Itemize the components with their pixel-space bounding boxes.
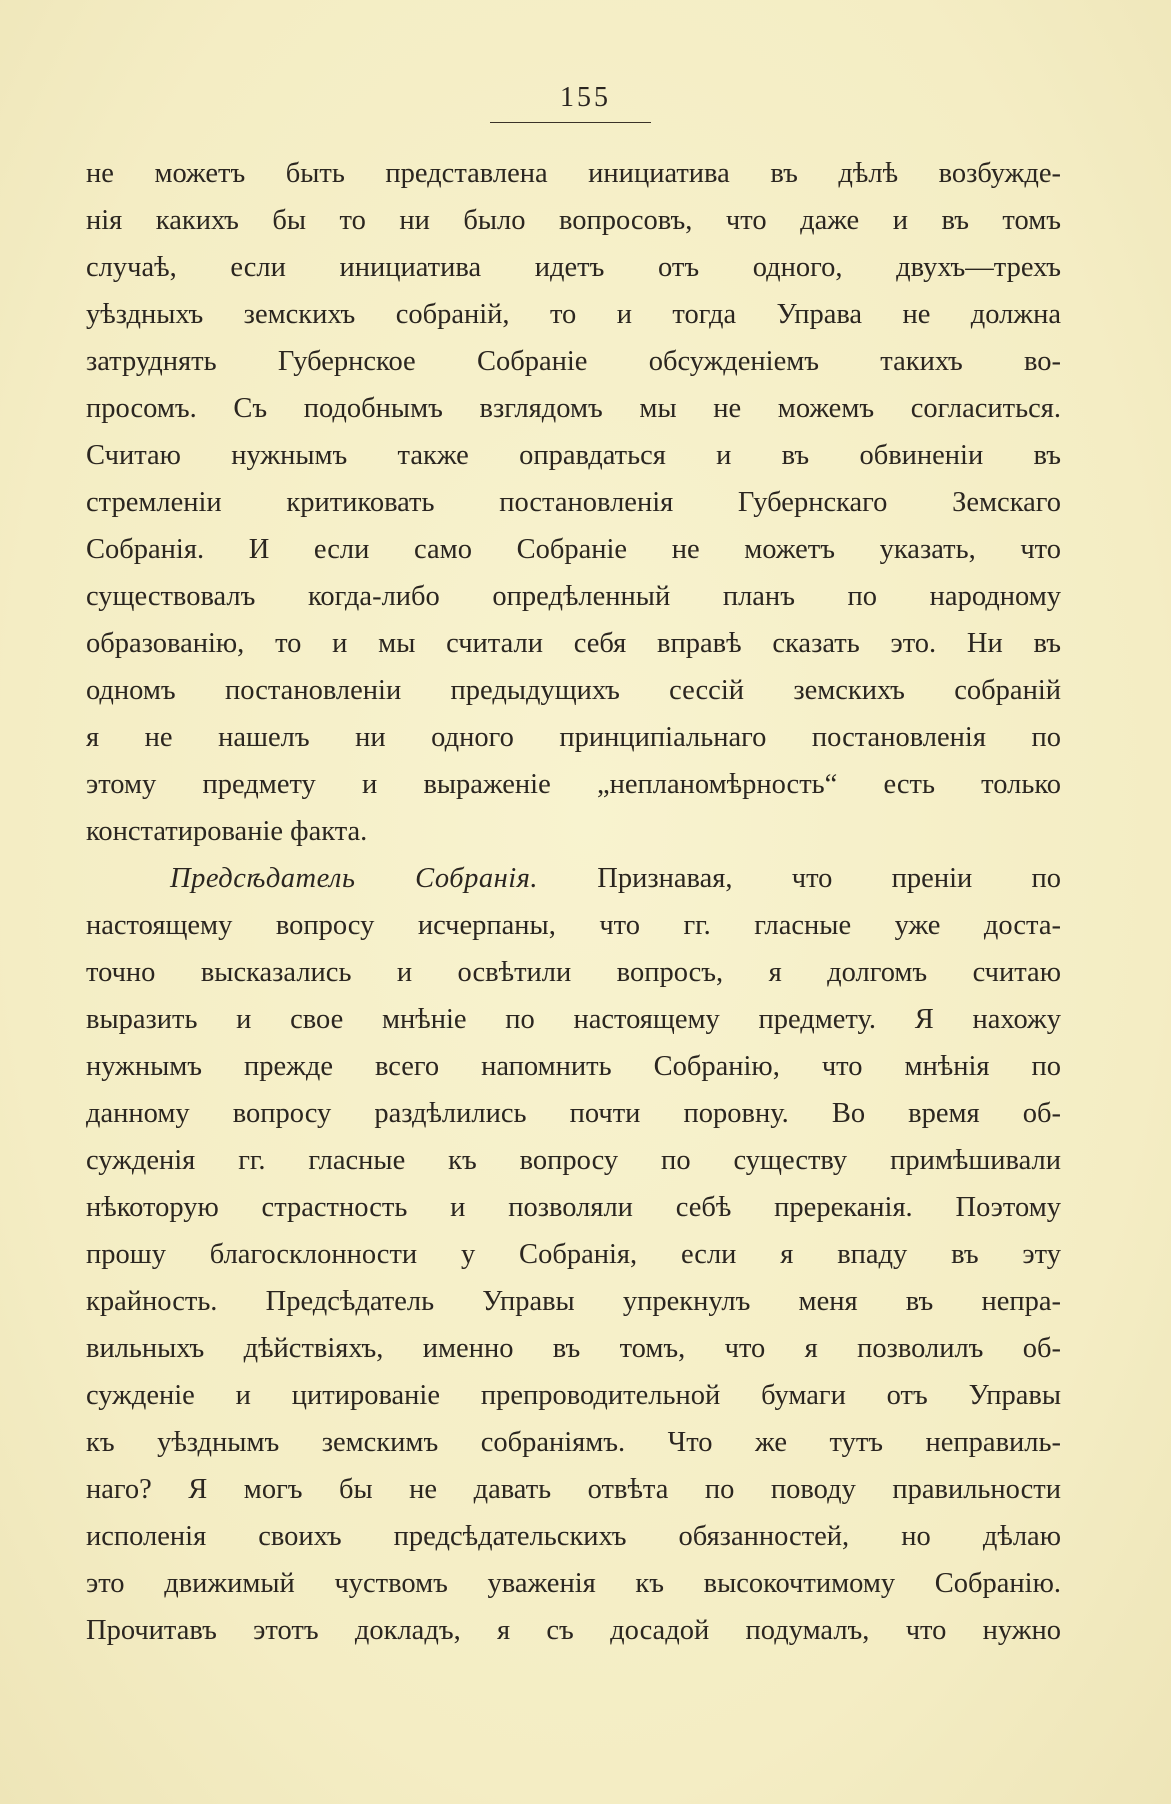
text-line: уѣздныхъ земскихъ собраній, то и тогда Управа не должна [86, 299, 1061, 330]
paragraph-2 [86, 855, 1061, 1654]
text-line: существовалъ когда-либо опредѣленный планъ по народному [86, 581, 1061, 612]
text-line: затруднять Губернское Собраніе обсужденіемъ такихъ во- [86, 346, 1061, 377]
text-line: данному вопросу раздѣлились почти поровну. Во время об- [86, 1098, 1061, 1129]
text-line: Прочитавъ этотъ докладъ, я съ досадой подумалъ, что нужно [86, 1615, 1061, 1646]
body-text [86, 150, 1061, 1654]
text-line: сужденіе и цитированіе препроводительной бумаги отъ Управы [86, 1380, 1061, 1411]
text-line: случаѣ, если инициатива идетъ отъ одного, двухъ—трехъ [86, 252, 1061, 283]
text-line: крайность. Предсѣдатель Управы упрекнулъ меня въ непра- [86, 1286, 1061, 1317]
text-line: наго? Я могъ бы не давать отвѣта по поводу правильности [86, 1474, 1061, 1505]
text-line: настоящему вопросу исчерпаны, что гг. гласные уже доста- [86, 910, 1061, 941]
text-line: нія какихъ бы то ни было вопросовъ, что даже и въ томъ [86, 205, 1061, 236]
text-line: къ уѣзднымъ земскимъ собраніямъ. Что же тутъ неправиль- [86, 1427, 1061, 1458]
text-line: это движимый чуствомъ уваженія къ высокочтимому Собранію. [86, 1568, 1061, 1599]
text-line: не можетъ быть представлена инициатива въ дѣлѣ возбужде- [86, 158, 1061, 189]
text-line: сужденія гг. гласные къ вопросу по существу примѣшивали [86, 1145, 1061, 1176]
text-line: точно высказались и освѣтили вопросъ, я долгомъ считаю [86, 957, 1061, 988]
text-line: констатированіе факта. [86, 816, 368, 847]
text-line: этому предмету и выраженіе „непланомѣрность“ есть только [86, 769, 1061, 800]
text-line: одномъ постановленіи предыдущихъ сессій земскихъ собраній [86, 675, 1061, 706]
paragraph-1 [86, 150, 1061, 855]
speaker-line [86, 855, 1061, 902]
text-line: нужнымъ прежде всего напомнить Собранію, что мнѣнія по [86, 1051, 1061, 1082]
text-line: я не нашелъ ни одного принципіальнаго постановленія по [86, 722, 1061, 753]
text-line: вильныхъ дѣйствіяхъ, именно въ томъ, что я позволилъ об- [86, 1333, 1061, 1364]
page-number: 155 [560, 82, 611, 113]
text-line: образованію, то и мы считали себя вправѣ сказать это. Ни въ [86, 628, 1061, 659]
speaker-name: Предсѣдатель Собранія. [170, 863, 539, 894]
text-line: Собранія. И если само Собраніе не можетъ указать, что [86, 534, 1061, 565]
text-line: выразить и свое мнѣніе по настоящему предмету. Я нахожу [86, 1004, 1061, 1035]
text-line: прошу благосклонности у Собранія, если я впаду въ эту [86, 1239, 1061, 1270]
text-line: просомъ. Съ подобнымъ взглядомъ мы не можемъ согласиться. [86, 393, 1061, 424]
speaker-line-rest: Признавая, что преніи по [597, 863, 1061, 894]
text-line: нѣкоторую страстность и позволяли себѣ пререканія. Поэтому [86, 1192, 1061, 1223]
page-number-rule [490, 122, 651, 123]
text-line: Считаю нужнымъ также оправдаться и въ обвиненіи въ [86, 440, 1061, 471]
text-line: стремленіи критиковать постановленія Губернскаго Земскаго [86, 487, 1061, 518]
text-line: исполенія своихъ предсѣдательскихъ обязанностей, но дѣлаю [86, 1521, 1061, 1552]
